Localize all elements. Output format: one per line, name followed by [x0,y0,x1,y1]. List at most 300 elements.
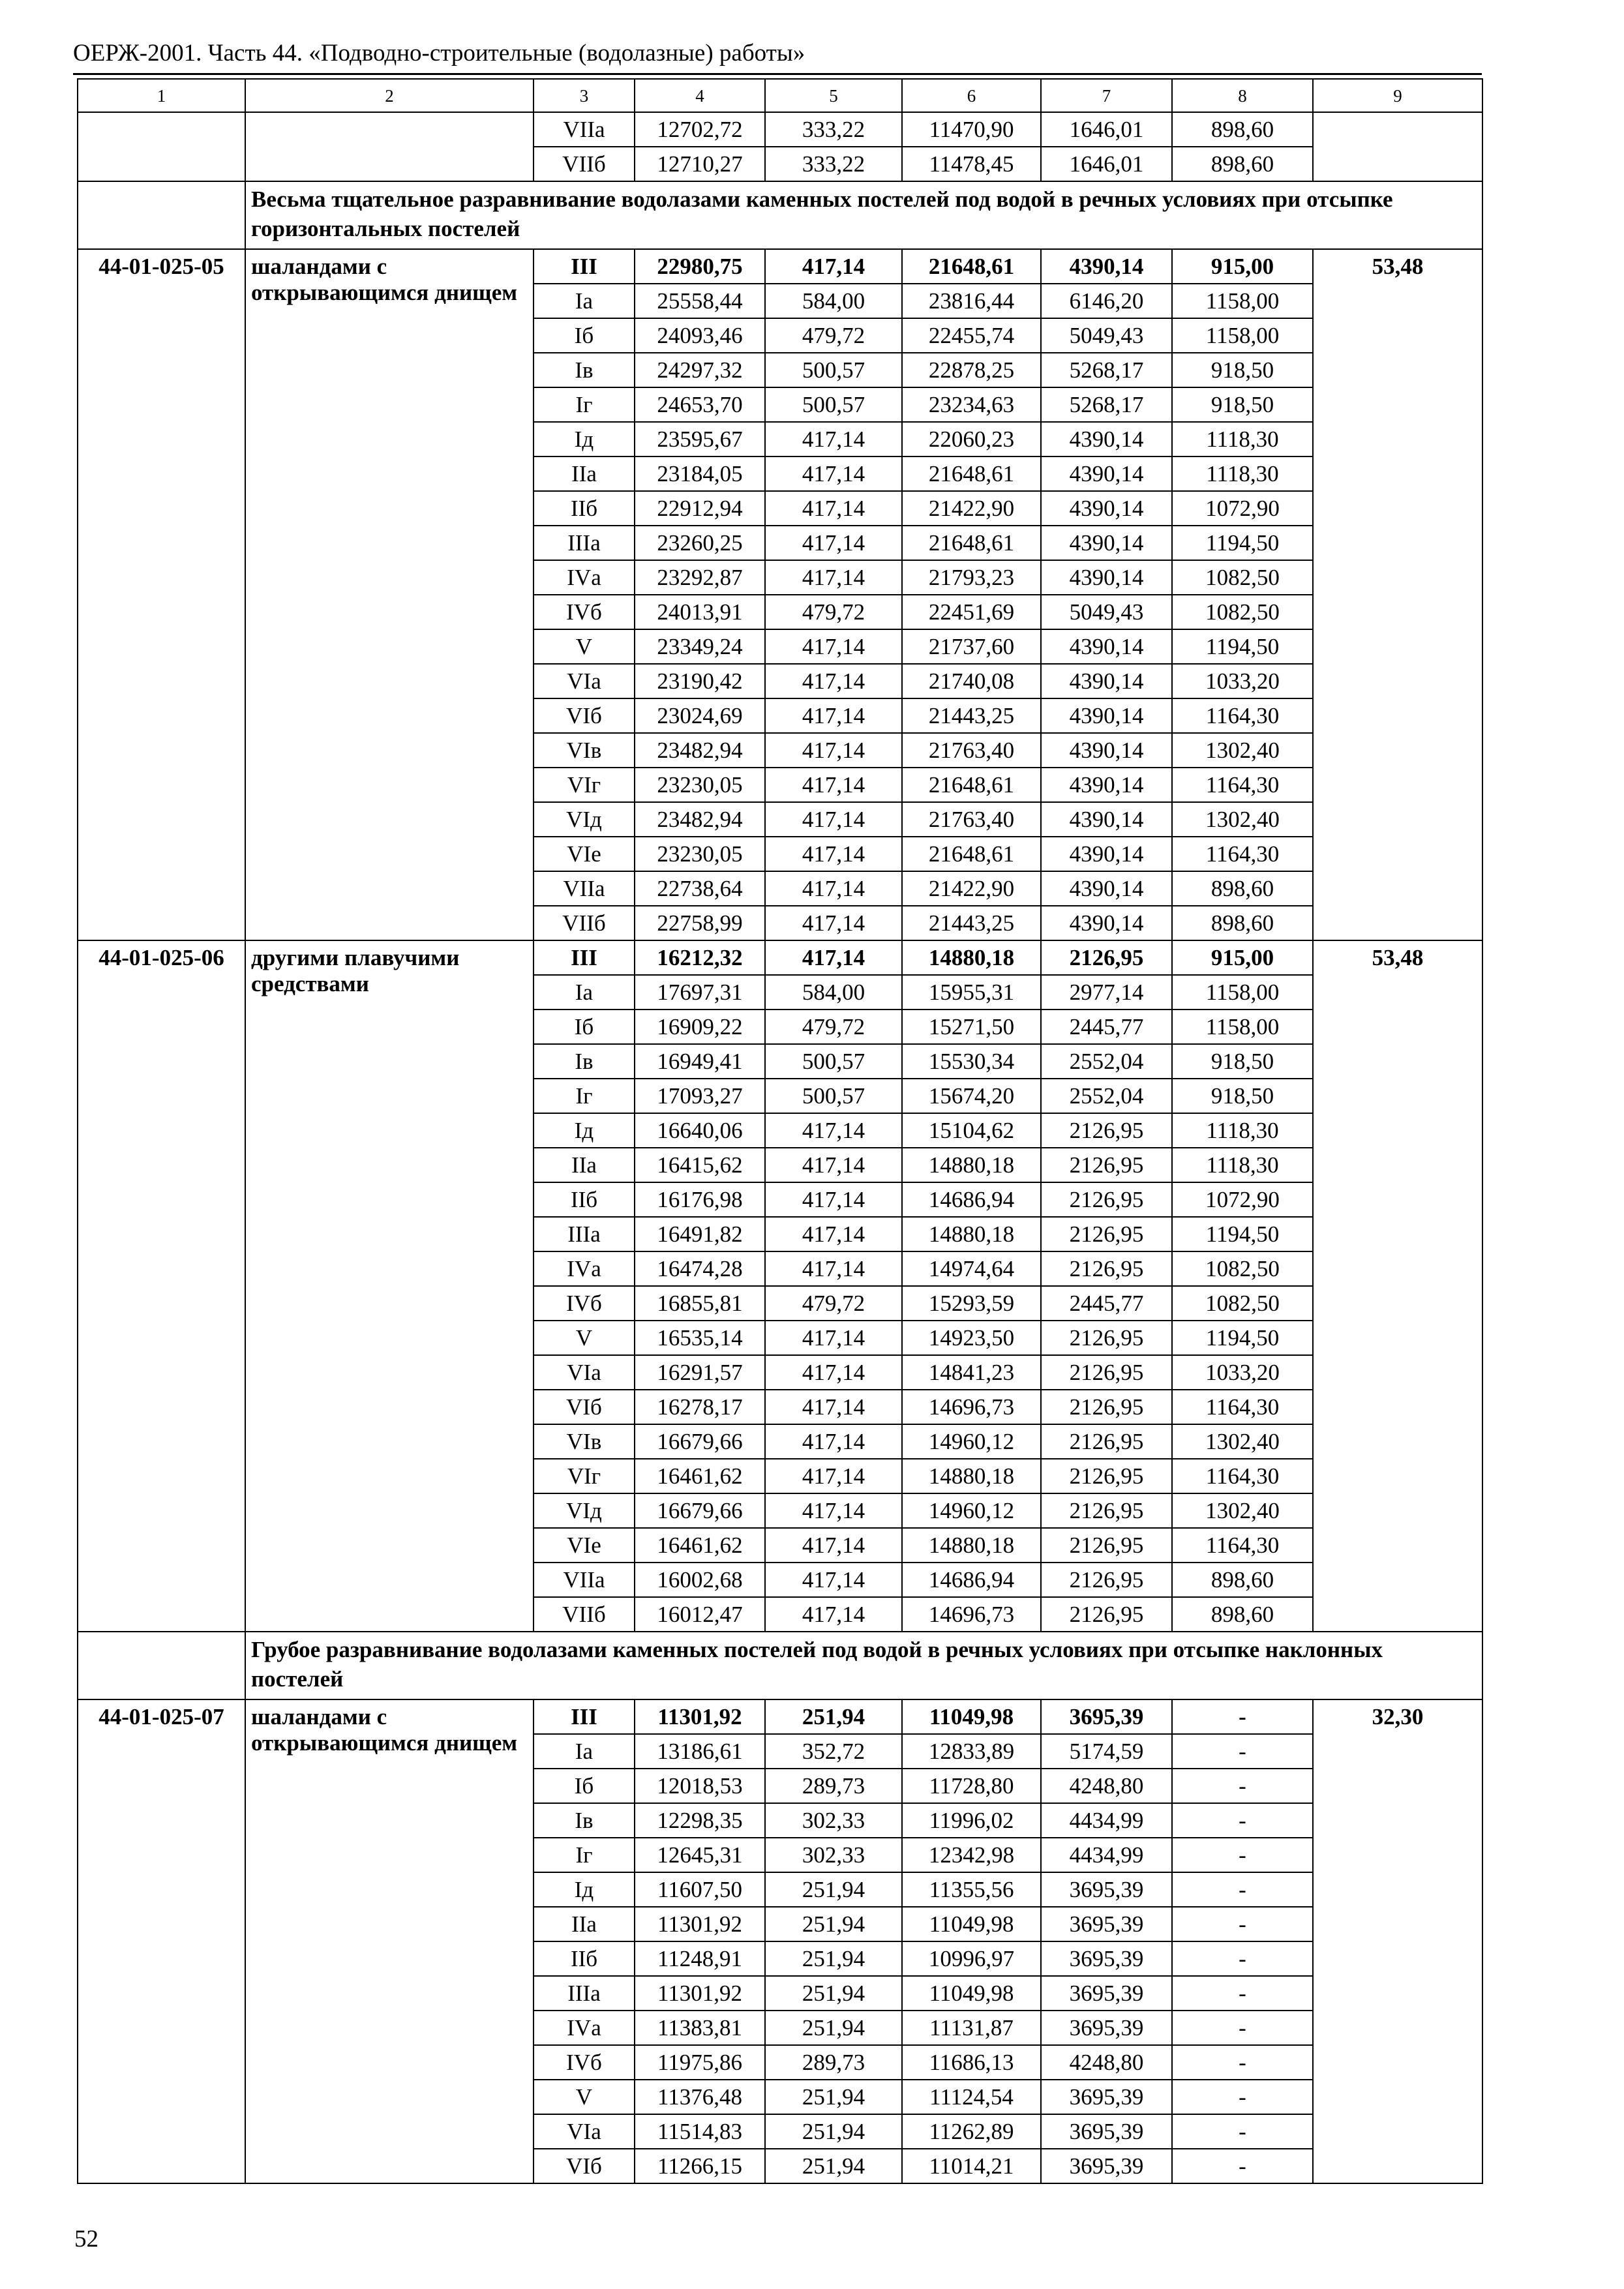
machine-cost-cell: 22455,74 [902,318,1041,353]
machinist-wages-cell: 4434,99 [1041,1803,1172,1838]
labor-wages-cell: 302,33 [765,1803,902,1838]
labor-wages-cell: 417,14 [765,560,902,595]
machinist-wages-cell: 2126,95 [1041,1528,1172,1563]
category-cell: IIб [534,1182,635,1217]
machine-cost-cell: 14960,12 [902,1424,1041,1459]
labor-wages-cell: 289,73 [765,2045,902,2080]
machinist-wages-cell: 3695,39 [1041,1907,1172,1941]
materials-cost-cell: - [1172,2149,1313,2183]
labor-wages-cell: 417,14 [765,1459,902,1493]
total-cost-cell: 24653,70 [635,387,765,422]
materials-cost-cell: 1164,30 [1172,1528,1313,1563]
table-row [78,1699,1482,1734]
coefficient-cell: 32,30 [1313,1699,1482,2183]
machine-cost-cell: 15104,62 [902,1113,1041,1148]
machinist-wages-cell: 4390,14 [1041,664,1172,698]
labor-wages-cell: 333,22 [765,112,902,147]
item-code-cell: 44-01-025-07 [78,1699,245,2183]
machinist-wages-cell: 2126,95 [1041,1148,1172,1182]
labor-wages-cell: 417,14 [765,802,902,837]
item-code-cell: 44-01-025-05 [78,249,245,940]
machinist-wages-cell: 2126,95 [1041,1390,1172,1424]
category-cell: IIIа [534,1976,635,2011]
machine-cost-cell: 21648,61 [902,768,1041,802]
column-number-cell: 9 [1313,79,1482,112]
machinist-wages-cell: 4390,14 [1041,560,1172,595]
machinist-wages-cell: 2552,04 [1041,1044,1172,1079]
materials-cost-cell: 1072,90 [1172,1182,1313,1217]
total-cost-cell: 12702,72 [635,112,765,147]
total-cost-cell: 16291,57 [635,1355,765,1390]
machinist-wages-cell: 4390,14 [1041,491,1172,526]
section-header-row [78,181,1482,249]
machine-cost-cell: 14880,18 [902,1528,1041,1563]
labor-wages-cell: 417,14 [765,1355,902,1390]
category-cell: VIг [534,1459,635,1493]
total-cost-cell: 23230,05 [635,768,765,802]
machine-cost-cell: 14923,50 [902,1321,1041,1355]
materials-cost-cell: 898,60 [1172,1597,1313,1632]
machinist-wages-cell: 3695,39 [1041,2114,1172,2149]
machinist-wages-cell: 4390,14 [1041,456,1172,491]
materials-cost-cell: 1164,30 [1172,768,1313,802]
materials-cost-cell: - [1172,2114,1313,2149]
labor-wages-cell: 251,94 [765,2114,902,2149]
machinist-wages-cell: 2977,14 [1041,975,1172,1010]
materials-cost-cell: - [1172,1838,1313,1872]
total-cost-cell: 11383,81 [635,2011,765,2045]
materials-cost-cell: 1194,50 [1172,1217,1313,1251]
total-cost-cell: 23260,25 [635,526,765,560]
labor-wages-cell: 479,72 [765,595,902,629]
labor-wages-cell: 417,14 [765,906,902,940]
column-number-row [78,79,1482,112]
total-cost-cell: 11266,15 [635,2149,765,2183]
category-cell: IIIа [534,526,635,560]
labor-wages-cell: 479,72 [765,1010,902,1044]
materials-cost-cell: 918,50 [1172,1079,1313,1113]
table-body [78,79,1482,2183]
total-cost-cell: 16415,62 [635,1148,765,1182]
labor-wages-cell: 417,14 [765,768,902,802]
category-cell: Iг [534,1079,635,1113]
category-cell: VIIа [534,1563,635,1597]
machinist-wages-cell: 4248,80 [1041,2045,1172,2080]
machine-cost-cell: 21648,61 [902,456,1041,491]
category-cell: VIа [534,2114,635,2149]
item-name-cell [245,112,534,181]
materials-cost-cell: 1194,50 [1172,629,1313,664]
machinist-wages-cell: 4390,14 [1041,733,1172,768]
labor-wages-cell: 417,14 [765,1390,902,1424]
machine-cost-cell: 21763,40 [902,733,1041,768]
labor-wages-cell: 417,14 [765,1321,902,1355]
coefficient-cell: 53,48 [1313,249,1482,940]
total-cost-cell: 16909,22 [635,1010,765,1044]
machine-cost-cell: 14880,18 [902,1217,1041,1251]
coefficient-cell [1313,112,1482,181]
machinist-wages-cell: 4390,14 [1041,871,1172,906]
materials-cost-cell: 1072,90 [1172,491,1313,526]
machine-cost-cell: 10996,97 [902,1941,1041,1976]
materials-cost-cell: - [1172,2080,1313,2114]
total-cost-cell: 24093,46 [635,318,765,353]
labor-wages-cell: 417,14 [765,491,902,526]
total-cost-cell: 17093,27 [635,1079,765,1113]
labor-wages-cell: 417,14 [765,1113,902,1148]
machinist-wages-cell: 5268,17 [1041,353,1172,387]
category-cell: Iб [534,318,635,353]
labor-wages-cell: 417,14 [765,422,902,456]
category-cell: IVб [534,2045,635,2080]
machinist-wages-cell: 2445,77 [1041,1286,1172,1321]
category-cell: Iв [534,1044,635,1079]
total-cost-cell: 23482,94 [635,733,765,768]
column-number-cell: 4 [635,79,765,112]
machine-cost-cell: 12833,89 [902,1734,1041,1769]
labor-wages-cell: 584,00 [765,284,902,318]
category-cell: IIа [534,1148,635,1182]
category-cell: IIа [534,1907,635,1941]
section-empty-cell [78,181,245,249]
labor-wages-cell: 251,94 [765,2011,902,2045]
machine-cost-cell: 11728,80 [902,1769,1041,1803]
machinist-wages-cell: 2126,95 [1041,1251,1172,1286]
total-cost-cell: 23482,94 [635,802,765,837]
total-cost-cell: 11301,92 [635,1976,765,2011]
labor-wages-cell: 479,72 [765,318,902,353]
category-cell: VIIб [534,147,635,181]
machine-cost-cell: 11478,45 [902,147,1041,181]
machine-cost-cell: 11124,54 [902,2080,1041,2114]
machinist-wages-cell: 5268,17 [1041,387,1172,422]
machine-cost-cell: 11014,21 [902,2149,1041,2183]
total-cost-cell: 22912,94 [635,491,765,526]
category-cell: Iа [534,1734,635,1769]
machine-cost-cell: 15674,20 [902,1079,1041,1113]
labor-wages-cell: 417,14 [765,1251,902,1286]
coefficient-cell: 53,48 [1313,940,1482,1632]
category-cell: VIе [534,1528,635,1563]
machine-cost-cell: 22060,23 [902,422,1041,456]
category-cell: III [534,1699,635,1734]
total-cost-cell: 16212,32 [635,940,765,975]
materials-cost-cell: 918,50 [1172,1044,1313,1079]
table-row [78,940,1482,975]
labor-wages-cell: 417,14 [765,1148,902,1182]
machinist-wages-cell: 5174,59 [1041,1734,1172,1769]
materials-cost-cell: 1302,40 [1172,1493,1313,1528]
page-header-title: ОЕРЖ-2001. Часть 44. «Подводно-строительные (водолазные) работы» [73,40,805,67]
column-number-cell: 8 [1172,79,1313,112]
section-header-row [78,1632,1482,1699]
labor-wages-cell: 417,14 [765,940,902,975]
labor-wages-cell: 251,94 [765,1976,902,2011]
materials-cost-cell: - [1172,2045,1313,2080]
machinist-wages-cell: 2126,95 [1041,1597,1172,1632]
total-cost-cell: 24297,32 [635,353,765,387]
total-cost-cell: 11607,50 [635,1872,765,1907]
machinist-wages-cell: 3695,39 [1041,1976,1172,2011]
labor-wages-cell: 500,57 [765,1044,902,1079]
category-cell: VIIб [534,1597,635,1632]
materials-cost-cell: 918,50 [1172,387,1313,422]
header-rule [73,73,1482,75]
labor-wages-cell: 417,14 [765,1217,902,1251]
total-cost-cell: 12018,53 [635,1769,765,1803]
labor-wages-cell: 417,14 [765,871,902,906]
labor-wages-cell: 417,14 [765,1563,902,1597]
materials-cost-cell: 915,00 [1172,940,1313,975]
machinist-wages-cell: 2445,77 [1041,1010,1172,1044]
machine-cost-cell: 14696,73 [902,1597,1041,1632]
category-cell: VIа [534,664,635,698]
labor-wages-cell: 417,14 [765,1528,902,1563]
item-code-cell [78,112,245,181]
total-cost-cell: 22758,99 [635,906,765,940]
total-cost-cell: 16474,28 [635,1251,765,1286]
machine-cost-cell: 14686,94 [902,1563,1041,1597]
machine-cost-cell: 22451,69 [902,595,1041,629]
column-number-cell: 3 [534,79,635,112]
machine-cost-cell: 15530,34 [902,1044,1041,1079]
labor-wages-cell: 289,73 [765,1769,902,1803]
labor-wages-cell: 417,14 [765,698,902,733]
materials-cost-cell: 1302,40 [1172,733,1313,768]
machine-cost-cell: 22878,25 [902,353,1041,387]
machinist-wages-cell: 2126,95 [1041,1493,1172,1528]
machinist-wages-cell: 4390,14 [1041,249,1172,284]
machinist-wages-cell: 3695,39 [1041,2080,1172,2114]
table-row [78,112,1482,147]
category-cell: III [534,249,635,284]
labor-wages-cell: 500,57 [765,387,902,422]
labor-wages-cell: 417,14 [765,1182,902,1217]
category-cell: Iв [534,1803,635,1838]
machine-cost-cell: 21443,25 [902,906,1041,940]
category-cell: VIе [534,837,635,871]
labor-wages-cell: 251,94 [765,2149,902,2183]
materials-cost-cell: 1158,00 [1172,975,1313,1010]
materials-cost-cell: 898,60 [1172,1563,1313,1597]
column-number-cell: 1 [78,79,245,112]
category-cell: V [534,1321,635,1355]
machine-cost-cell: 21422,90 [902,491,1041,526]
machine-cost-cell: 14686,94 [902,1182,1041,1217]
machinist-wages-cell: 4390,14 [1041,698,1172,733]
machine-cost-cell: 12342,98 [902,1838,1041,1872]
materials-cost-cell: 1033,20 [1172,1355,1313,1390]
total-cost-cell: 16012,47 [635,1597,765,1632]
machinist-wages-cell: 3695,39 [1041,1941,1172,1976]
labor-wages-cell: 500,57 [765,353,902,387]
total-cost-cell: 25558,44 [635,284,765,318]
materials-cost-cell: 915,00 [1172,249,1313,284]
machine-cost-cell: 14880,18 [902,1148,1041,1182]
total-cost-cell: 23595,67 [635,422,765,456]
labor-wages-cell: 417,14 [765,526,902,560]
labor-wages-cell: 251,94 [765,1872,902,1907]
total-cost-cell: 23292,87 [635,560,765,595]
labor-wages-cell: 584,00 [765,975,902,1010]
labor-wages-cell: 417,14 [765,733,902,768]
category-cell: III [534,940,635,975]
machine-cost-cell: 15955,31 [902,975,1041,1010]
materials-cost-cell: 1082,50 [1172,1286,1313,1321]
materials-cost-cell: 1033,20 [1172,664,1313,698]
labor-wages-cell: 251,94 [765,1699,902,1734]
machine-cost-cell: 11049,98 [902,1907,1041,1941]
machine-cost-cell: 14696,73 [902,1390,1041,1424]
category-cell: IIб [534,1941,635,1976]
machine-cost-cell: 15293,59 [902,1286,1041,1321]
category-cell: Iд [534,422,635,456]
materials-cost-cell: 1164,30 [1172,1390,1313,1424]
labor-wages-cell: 417,14 [765,249,902,284]
machinist-wages-cell: 1646,01 [1041,147,1172,181]
total-cost-cell: 11248,91 [635,1941,765,1976]
machine-cost-cell: 21793,23 [902,560,1041,595]
category-cell: Iб [534,1769,635,1803]
category-cell: IVб [534,1286,635,1321]
materials-cost-cell: - [1172,1941,1313,1976]
materials-cost-cell: 898,60 [1172,871,1313,906]
labor-wages-cell: 251,94 [765,1907,902,1941]
total-cost-cell: 24013,91 [635,595,765,629]
materials-cost-cell: - [1172,1872,1313,1907]
machinist-wages-cell: 4390,14 [1041,768,1172,802]
total-cost-cell: 11975,86 [635,2045,765,2080]
labor-wages-cell: 417,14 [765,837,902,871]
labor-wages-cell: 333,22 [765,147,902,181]
category-cell: VIв [534,733,635,768]
machine-cost-cell: 11049,98 [902,1976,1041,2011]
category-cell: VIIа [534,871,635,906]
section-empty-cell [78,1632,245,1699]
total-cost-cell: 11301,92 [635,1907,765,1941]
machinist-wages-cell: 5049,43 [1041,595,1172,629]
category-cell: VIв [534,1424,635,1459]
materials-cost-cell: - [1172,1907,1313,1941]
machinist-wages-cell: 4434,99 [1041,1838,1172,1872]
total-cost-cell: 16176,98 [635,1182,765,1217]
labor-wages-cell: 352,72 [765,1734,902,1769]
category-cell: IIа [534,456,635,491]
total-cost-cell: 16461,62 [635,1459,765,1493]
machinist-wages-cell: 2126,95 [1041,1355,1172,1390]
category-cell: Iа [534,284,635,318]
materials-cost-cell: 898,60 [1172,112,1313,147]
materials-cost-cell: - [1172,1699,1313,1734]
machine-cost-cell: 23816,44 [902,284,1041,318]
machinist-wages-cell: 2126,95 [1041,1424,1172,1459]
column-number-cell: 5 [765,79,902,112]
materials-cost-cell: - [1172,2011,1313,2045]
category-cell: IIб [534,491,635,526]
labor-wages-cell: 500,57 [765,1079,902,1113]
machine-cost-cell: 23234,63 [902,387,1041,422]
total-cost-cell: 12645,31 [635,1838,765,1872]
materials-cost-cell: 1158,00 [1172,1010,1313,1044]
category-cell: VIб [534,1390,635,1424]
materials-cost-cell: 898,60 [1172,147,1313,181]
price-table [77,78,1483,2184]
category-cell: VIб [534,698,635,733]
total-cost-cell: 11514,83 [635,2114,765,2149]
materials-cost-cell: 1118,30 [1172,1148,1313,1182]
labor-wages-cell: 302,33 [765,1838,902,1872]
materials-cost-cell: 1118,30 [1172,422,1313,456]
total-cost-cell: 16491,82 [635,1217,765,1251]
machine-cost-cell: 14974,64 [902,1251,1041,1286]
materials-cost-cell: 1164,30 [1172,837,1313,871]
machinist-wages-cell: 1646,01 [1041,112,1172,147]
total-cost-cell: 11376,48 [635,2080,765,2114]
machine-cost-cell: 21648,61 [902,249,1041,284]
machinist-wages-cell: 2126,95 [1041,1113,1172,1148]
machine-cost-cell: 11131,87 [902,2011,1041,2045]
total-cost-cell: 16640,06 [635,1113,765,1148]
machinist-wages-cell: 4390,14 [1041,526,1172,560]
machine-cost-cell: 11049,98 [902,1699,1041,1734]
machine-cost-cell: 21740,08 [902,664,1041,698]
materials-cost-cell: 1118,30 [1172,1113,1313,1148]
total-cost-cell: 23190,42 [635,664,765,698]
category-cell: Iб [534,1010,635,1044]
machine-cost-cell: 21422,90 [902,871,1041,906]
materials-cost-cell: 1302,40 [1172,802,1313,837]
materials-cost-cell: 1194,50 [1172,1321,1313,1355]
category-cell: IVа [534,560,635,595]
total-cost-cell: 23024,69 [635,698,765,733]
column-number-cell: 6 [902,79,1041,112]
machine-cost-cell: 11686,13 [902,2045,1041,2080]
materials-cost-cell: - [1172,1803,1313,1838]
machinist-wages-cell: 3695,39 [1041,1699,1172,1734]
section-title: Весьма тщательное разравнивание водолазами каменных постелей под водой в речных условиях при отсыпке горизонтальных постелей [245,181,1482,249]
labor-wages-cell: 479,72 [765,1286,902,1321]
category-cell: V [534,629,635,664]
category-cell: Iд [534,1872,635,1907]
machinist-wages-cell: 2126,95 [1041,1321,1172,1355]
materials-cost-cell: - [1172,1734,1313,1769]
machine-cost-cell: 14880,18 [902,1459,1041,1493]
materials-cost-cell: 1164,30 [1172,1459,1313,1493]
category-cell: IVа [534,1251,635,1286]
machinist-wages-cell: 4390,14 [1041,422,1172,456]
item-name-cell: другими плавучими средствами [245,940,534,1632]
total-cost-cell: 16535,14 [635,1321,765,1355]
table-row [78,249,1482,284]
category-cell: Iд [534,1113,635,1148]
category-cell: VIIа [534,112,635,147]
machinist-wages-cell: 2126,95 [1041,940,1172,975]
machinist-wages-cell: 6146,20 [1041,284,1172,318]
materials-cost-cell: 1158,00 [1172,318,1313,353]
machinist-wages-cell: 3695,39 [1041,1872,1172,1907]
materials-cost-cell: - [1172,1769,1313,1803]
total-cost-cell: 12710,27 [635,147,765,181]
machinist-wages-cell: 2126,95 [1041,1182,1172,1217]
labor-wages-cell: 251,94 [765,2080,902,2114]
total-cost-cell: 17697,31 [635,975,765,1010]
machine-cost-cell: 21763,40 [902,802,1041,837]
machine-cost-cell: 15271,50 [902,1010,1041,1044]
total-cost-cell: 16679,66 [635,1493,765,1528]
total-cost-cell: 13186,61 [635,1734,765,1769]
labor-wages-cell: 417,14 [765,629,902,664]
category-cell: VIг [534,768,635,802]
